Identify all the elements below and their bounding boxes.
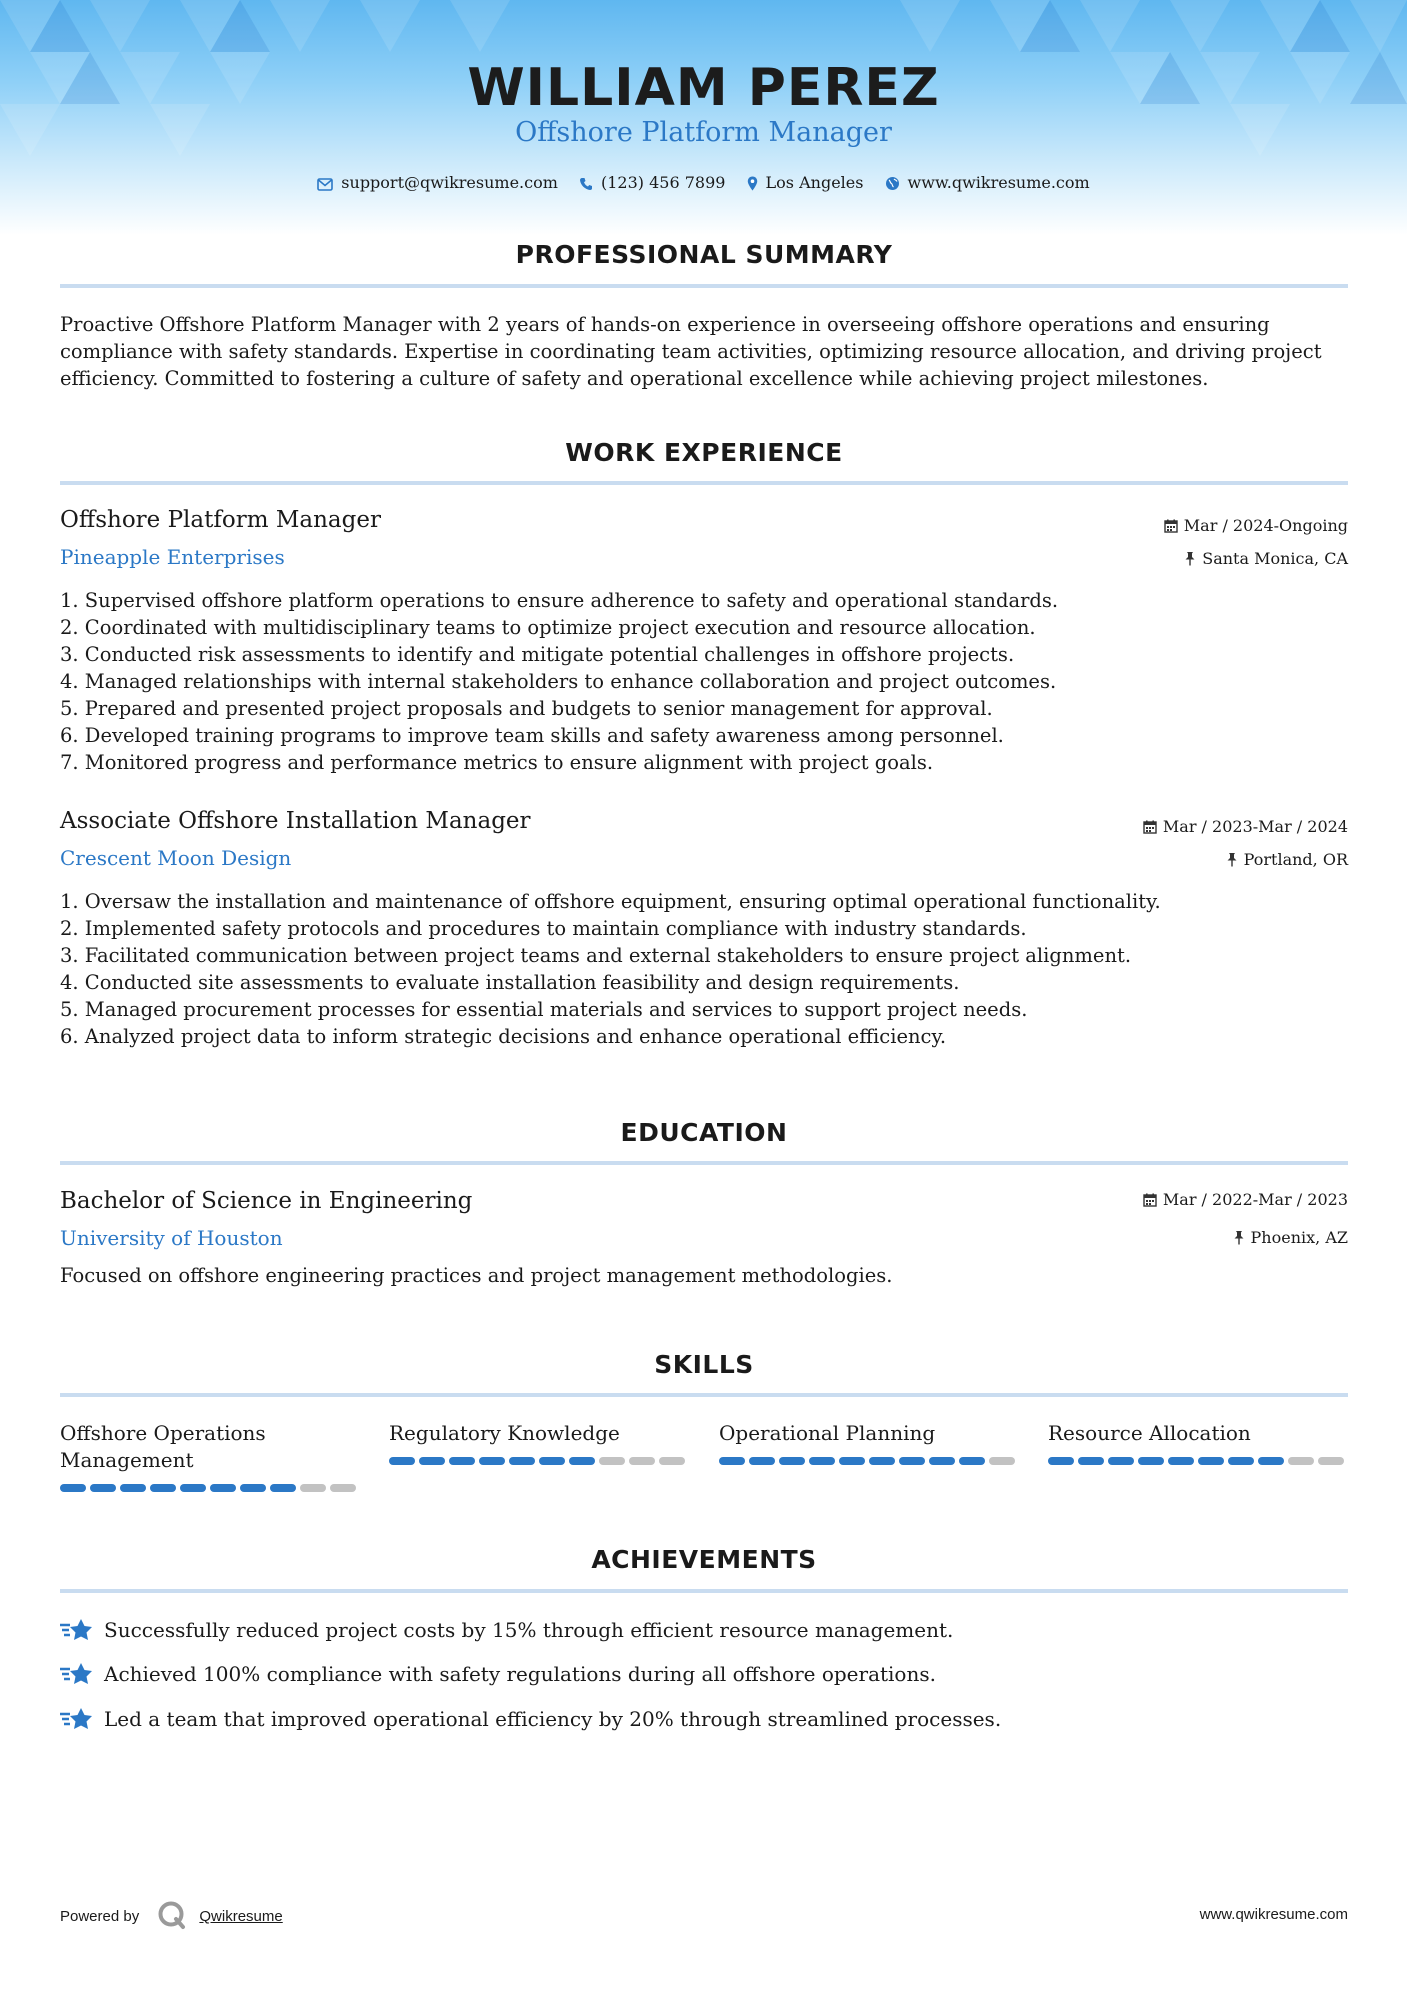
skill-level-segment bbox=[989, 1457, 1015, 1465]
job-dates bbox=[1143, 817, 1348, 836]
list-item: 5. Prepared and presented project proposals and budgets to senior management for approval. bbox=[60, 697, 993, 720]
company-name: Pineapple Enterprises bbox=[60, 545, 285, 569]
skill-level-segment bbox=[749, 1457, 775, 1465]
skill-level-segment bbox=[809, 1457, 835, 1465]
job-responsibilities bbox=[60, 888, 1360, 1050]
star-icon bbox=[60, 1661, 94, 1687]
list-item: 2. Implemented safety protocols and procedures to maintain compliance with industry standards. bbox=[60, 917, 1027, 940]
skill-item bbox=[389, 1420, 689, 1474]
skill-level-segment bbox=[60, 1484, 86, 1492]
job-dates-text: Mar / 2024-Ongoing bbox=[1183, 516, 1348, 535]
achievement-text: Led a team that improved operational efficiency by 20% through streamlined processes. bbox=[104, 1707, 1002, 1731]
section-heading-education: EDUCATION bbox=[620, 1118, 788, 1147]
qwikresume-logo-icon bbox=[157, 1900, 187, 1930]
summary-text: Proactive Offshore Platform Manager with 2 years of hands-on experience in overseeing offshore operations and ensuring compliance with safety standards. Expertise in coordinating team activities, optimizing resource allocation, and driving project efficiency. Committed to fostering a culture of safety and operational excellence while achieving project milestones. bbox=[60, 313, 1322, 390]
section-divider bbox=[60, 1393, 1348, 1397]
skill-name: Offshore Operations Management bbox=[60, 1421, 266, 1472]
skill-item bbox=[719, 1420, 1019, 1474]
skill-level-segment bbox=[449, 1457, 475, 1465]
skill-level-segment bbox=[539, 1457, 565, 1465]
skill-name: Operational Planning bbox=[719, 1421, 936, 1445]
achievement-item bbox=[60, 1706, 1001, 1732]
skill-level-bar bbox=[60, 1484, 356, 1492]
education-dates-text: Mar / 2022-Mar / 2023 bbox=[1162, 1190, 1348, 1209]
list-item: 3. Facilitated communication between project teams and external stakeholders to ensure project alignment. bbox=[60, 944, 1132, 967]
skill-level-segment bbox=[1078, 1457, 1104, 1465]
skill-level-segment bbox=[240, 1484, 266, 1492]
education-location-text: Phoenix, AZ bbox=[1250, 1228, 1348, 1247]
envelope-icon bbox=[317, 178, 333, 191]
skill-level-segment bbox=[330, 1484, 356, 1492]
contact-location bbox=[747, 173, 864, 192]
education-dates bbox=[1143, 1190, 1348, 1209]
skill-item bbox=[1048, 1420, 1348, 1474]
skill-level-segment bbox=[869, 1457, 895, 1465]
skill-level-segment bbox=[779, 1457, 805, 1465]
calendar-icon bbox=[1143, 820, 1157, 834]
section-divider bbox=[60, 284, 1348, 288]
skill-item bbox=[60, 1420, 360, 1474]
pushpin-icon bbox=[1226, 852, 1238, 867]
skill-level-segment bbox=[839, 1457, 865, 1465]
star-icon bbox=[60, 1706, 94, 1732]
education-location bbox=[1233, 1228, 1348, 1247]
skill-level-segment bbox=[1138, 1457, 1164, 1465]
achievement-text: Successfully reduced project costs by 15% through efficient resource management. bbox=[104, 1618, 954, 1642]
skill-level-segment bbox=[1318, 1457, 1344, 1465]
achievement-item bbox=[60, 1661, 936, 1687]
section-divider bbox=[60, 481, 1348, 485]
skill-level-segment bbox=[719, 1457, 745, 1465]
skill-level-segment bbox=[90, 1484, 116, 1492]
list-item: 6. Analyzed project data to inform strategic decisions and enhance operational efficiency. bbox=[60, 1025, 947, 1048]
pushpin-icon bbox=[1233, 1230, 1245, 1245]
education-description: Focused on offshore engineering practices and project management methodologies. bbox=[60, 1264, 893, 1287]
list-item: 4. Conducted site assessments to evaluate installation feasibility and design requirements. bbox=[60, 971, 960, 994]
phone-icon bbox=[579, 177, 593, 191]
list-item: 2. Coordinated with multidisciplinary teams to optimize project execution and resource allocation. bbox=[60, 616, 1036, 639]
company-name: Crescent Moon Design bbox=[60, 846, 292, 870]
skill-level-segment bbox=[659, 1457, 685, 1465]
footer-powered-by bbox=[60, 1900, 283, 1930]
globe-icon bbox=[885, 176, 900, 191]
skill-level-bar bbox=[1048, 1457, 1344, 1465]
skill-level-segment bbox=[1108, 1457, 1134, 1465]
job-title: Associate Offshore Installation Manager bbox=[60, 808, 531, 834]
job-title: Offshore Platform Manager bbox=[60, 507, 381, 533]
skill-level-segment bbox=[1048, 1457, 1074, 1465]
location-pin-icon bbox=[747, 176, 758, 191]
skill-level-segment bbox=[419, 1457, 445, 1465]
skill-level-segment bbox=[929, 1457, 955, 1465]
list-item: 6. Developed training programs to improve team skills and safety awareness among personnel. bbox=[60, 724, 1004, 747]
section-heading-skills: SKILLS bbox=[654, 1350, 754, 1379]
skill-level-segment bbox=[1288, 1457, 1314, 1465]
achievement-item bbox=[60, 1617, 953, 1643]
job-dates-text: Mar / 2023-Mar / 2024 bbox=[1162, 817, 1348, 836]
pushpin-icon bbox=[1184, 551, 1196, 566]
skill-name: Resource Allocation bbox=[1048, 1421, 1251, 1445]
contact-website-text: www.qwikresume.com bbox=[907, 173, 1090, 192]
skill-level-bar bbox=[719, 1457, 1015, 1465]
skill-level-segment bbox=[1168, 1457, 1194, 1465]
list-item: 7. Monitored progress and performance metrics to ensure alignment with project goals. bbox=[60, 751, 934, 774]
skill-level-segment bbox=[569, 1457, 595, 1465]
skill-level-segment bbox=[1198, 1457, 1224, 1465]
footer-website-link[interactable]: www.qwikresume.com bbox=[1199, 1906, 1348, 1923]
contact-location-text: Los Angeles bbox=[765, 173, 864, 192]
contact-bar bbox=[0, 173, 1407, 192]
contact-phone-text: (123) 456 7899 bbox=[600, 173, 726, 192]
calendar-icon bbox=[1143, 1193, 1157, 1207]
section-divider bbox=[60, 1161, 1348, 1165]
calendar-icon bbox=[1164, 519, 1178, 533]
list-item: 3. Conducted risk assessments to identify and mitigate potential challenges in offshore projects. bbox=[60, 643, 1015, 666]
skill-name: Regulatory Knowledge bbox=[389, 1421, 620, 1445]
list-item: 4. Managed relationships with internal stakeholders to enhance collaboration and project outcomes. bbox=[60, 670, 1057, 693]
skill-level-segment bbox=[479, 1457, 505, 1465]
list-item: 1. Supervised offshore platform operations to ensure adherence to safety and operational standards. bbox=[60, 589, 1059, 612]
candidate-name: WILLIAM PEREZ bbox=[467, 58, 940, 118]
skill-level-segment bbox=[120, 1484, 146, 1492]
powered-by-label: Powered by bbox=[60, 1908, 140, 1925]
skill-level-segment bbox=[1228, 1457, 1254, 1465]
section-divider bbox=[60, 1589, 1348, 1593]
qwikresume-link[interactable]: Qwikresume bbox=[199, 1908, 283, 1925]
star-icon bbox=[60, 1617, 94, 1643]
contact-website[interactable] bbox=[885, 173, 1090, 192]
contact-email[interactable] bbox=[317, 173, 558, 192]
section-heading-summary: PROFESSIONAL SUMMARY bbox=[515, 240, 893, 269]
skill-level-segment bbox=[150, 1484, 176, 1492]
job-location-text: Portland, OR bbox=[1243, 850, 1348, 869]
skill-level-bar bbox=[389, 1457, 685, 1465]
job-location-text: Santa Monica, CA bbox=[1202, 549, 1348, 568]
skill-level-segment bbox=[1258, 1457, 1284, 1465]
job-location bbox=[1226, 850, 1348, 869]
job-responsibilities bbox=[60, 587, 1360, 776]
contact-email-text: support@qwikresume.com bbox=[341, 173, 558, 192]
skill-level-segment bbox=[210, 1484, 236, 1492]
skill-level-segment bbox=[599, 1457, 625, 1465]
job-dates bbox=[1164, 516, 1348, 535]
achievement-text: Achieved 100% compliance with safety regulations during all offshore operations. bbox=[104, 1662, 936, 1686]
section-heading-experience: WORK EXPERIENCE bbox=[565, 438, 843, 467]
skill-level-segment bbox=[300, 1484, 326, 1492]
job-location bbox=[1184, 549, 1348, 568]
skill-level-segment bbox=[509, 1457, 535, 1465]
list-item: 1. Oversaw the installation and maintenance of offshore equipment, ensuring optimal operational functionality. bbox=[60, 890, 1161, 913]
degree-title: Bachelor of Science in Engineering bbox=[60, 1188, 473, 1214]
candidate-title: Offshore Platform Manager bbox=[515, 117, 892, 148]
list-item: 5. Managed procurement processes for essential materials and services to support project needs. bbox=[60, 998, 1028, 1021]
skill-level-segment bbox=[629, 1457, 655, 1465]
skill-level-segment bbox=[959, 1457, 985, 1465]
skill-level-segment bbox=[270, 1484, 296, 1492]
skill-level-segment bbox=[389, 1457, 415, 1465]
section-heading-achievements: ACHIEVEMENTS bbox=[591, 1545, 817, 1574]
contact-phone[interactable] bbox=[579, 173, 725, 192]
school-name: University of Houston bbox=[60, 1226, 283, 1250]
skill-level-segment bbox=[180, 1484, 206, 1492]
skill-level-segment bbox=[899, 1457, 925, 1465]
